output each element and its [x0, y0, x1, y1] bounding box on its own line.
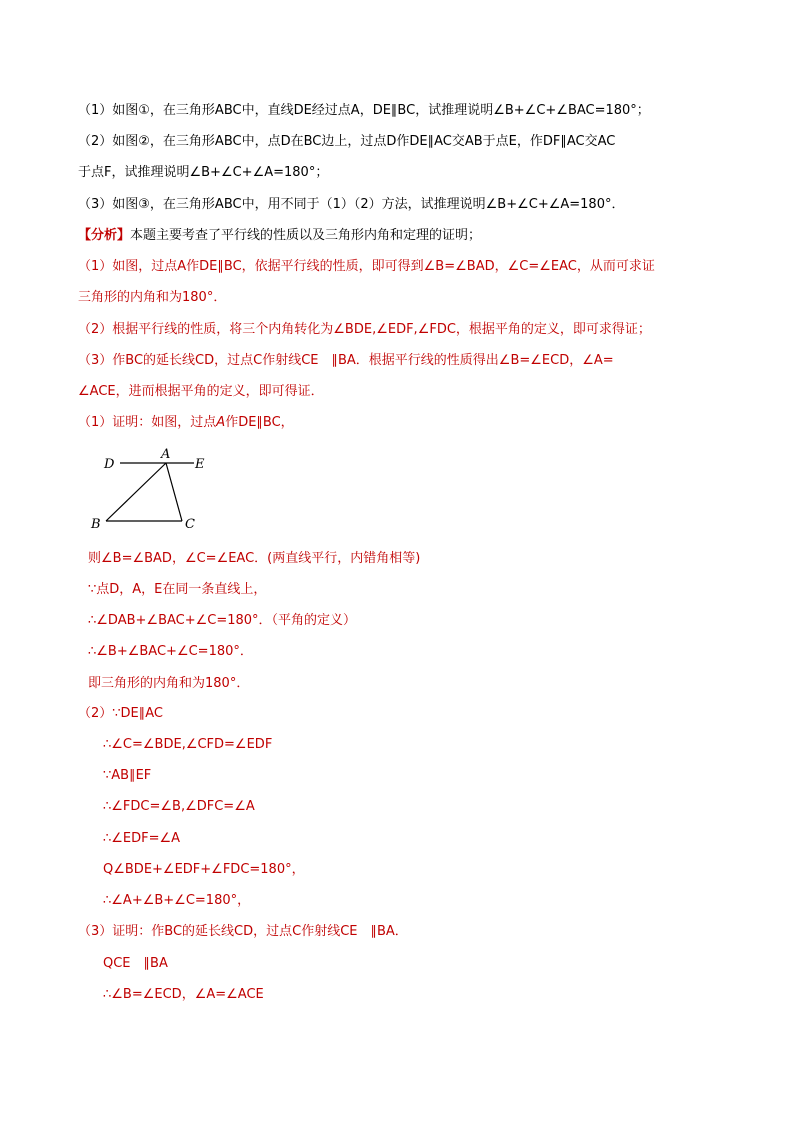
- solution-2-step-2: ∴∠C=∠BDE,∠CFD=∠EDF: [103, 737, 273, 752]
- label-e: E: [195, 457, 205, 472]
- label-d: D: [104, 457, 115, 472]
- question-3: （3）如图③，在三角形ABC中，用不同于（1）（2）方法，试推理说明∠B+∠C+∠A=180°．: [78, 197, 625, 212]
- solution-2-step-3: ∵AB∥EF: [103, 768, 152, 783]
- analysis-tag: 【分析】: [78, 228, 131, 243]
- solution-1-step-2: ∵点D，A，E在同一条直线上，: [88, 582, 267, 597]
- question-1: （1）如图①，在三角形ABC中，直线DE经过点A，DE∥BC，试推理说明∠B+∠C+∠BAC=180°；: [78, 103, 650, 118]
- label-b: B: [91, 517, 101, 532]
- analysis-intro: 本题主要考查了平行线的性质以及三角形内角和定理的证明；: [130, 228, 482, 243]
- solution-3-step-1: （3）证明：作BC的延长线CD，过点C作射线CE ∥BA．: [78, 924, 408, 939]
- solution-1-intro: [78, 414, 294, 432]
- solution-2-step-5: ∴∠EDF=∠A: [103, 831, 181, 846]
- analysis-intro-line: [78, 227, 481, 245]
- analysis-1-line-2: 三角形的内角和为180°．: [78, 290, 227, 305]
- solution-1-intro-prefix: （1）证明：如图，过点: [78, 415, 217, 430]
- solution-1-step-4: ∴∠B+∠BAC+∠C=180°．: [88, 644, 253, 659]
- analysis-2: （2）根据平行线的性质，将三个内角转化为∠BDE,∠EDF,∠FDC，根据平角的定义，即可求得证；: [78, 322, 651, 337]
- solution-1-step-1: 则∠B=∠BAD，∠C=∠EAC．(两直线平行，内错角相等): [88, 551, 421, 566]
- analysis-3-line-1: （3）作BC的延长线CD，过点C作射线CE ∥BA．根据平行线的性质得出∠B=∠ECD，∠A=: [78, 353, 614, 368]
- label-c: C: [185, 517, 195, 532]
- solution-2-step-7: ∴∠A+∠B+∠C=180°，: [103, 893, 251, 908]
- solution-3-step-3: ∴∠B=∠ECD，∠A=∠ACE: [103, 987, 264, 1002]
- solution-1-step-3: ∴∠DAB+∠BAC+∠C=180°．（平角的定义）: [88, 613, 357, 628]
- triangle-figure: [88, 444, 218, 536]
- solution-3-step-2: QCE ∥BA: [103, 956, 168, 971]
- solution-2-step-4: ∴∠FDC=∠B,∠DFC=∠A: [103, 799, 255, 814]
- question-2-line-1: （2）如图②，在三角形ABC中，点D在BC边上，过点D作DE∥AC交AB于点E，作DF∥AC交AC: [78, 134, 616, 149]
- solution-2-step-1: （2）∵DE∥AC: [78, 706, 164, 721]
- side-ab: [106, 463, 166, 521]
- side-ac: [166, 463, 182, 521]
- question-2-line-2: 于点F，试推理说明∠B+∠C+∠A=180°；: [78, 165, 329, 180]
- solution-2-step-6: Q∠BDE+∠EDF+∠FDC=180°，: [103, 862, 305, 877]
- solution-1-step-5: 即三角形的内角和为180°．: [88, 676, 250, 691]
- solution-1-intro-point: A: [216, 415, 226, 430]
- solution-1-intro-suffix: 作DE∥BC，: [225, 415, 294, 430]
- analysis-3-line-2: ∠ACE，进而根据平角的定义，即可得证．: [78, 384, 324, 399]
- label-a: A: [161, 447, 171, 462]
- analysis-1-line-1: （1）如图，过点A作DE∥BC，依据平行线的性质，即可得到∠B=∠BAD，∠C=∠EAC，从而可求证: [78, 259, 655, 274]
